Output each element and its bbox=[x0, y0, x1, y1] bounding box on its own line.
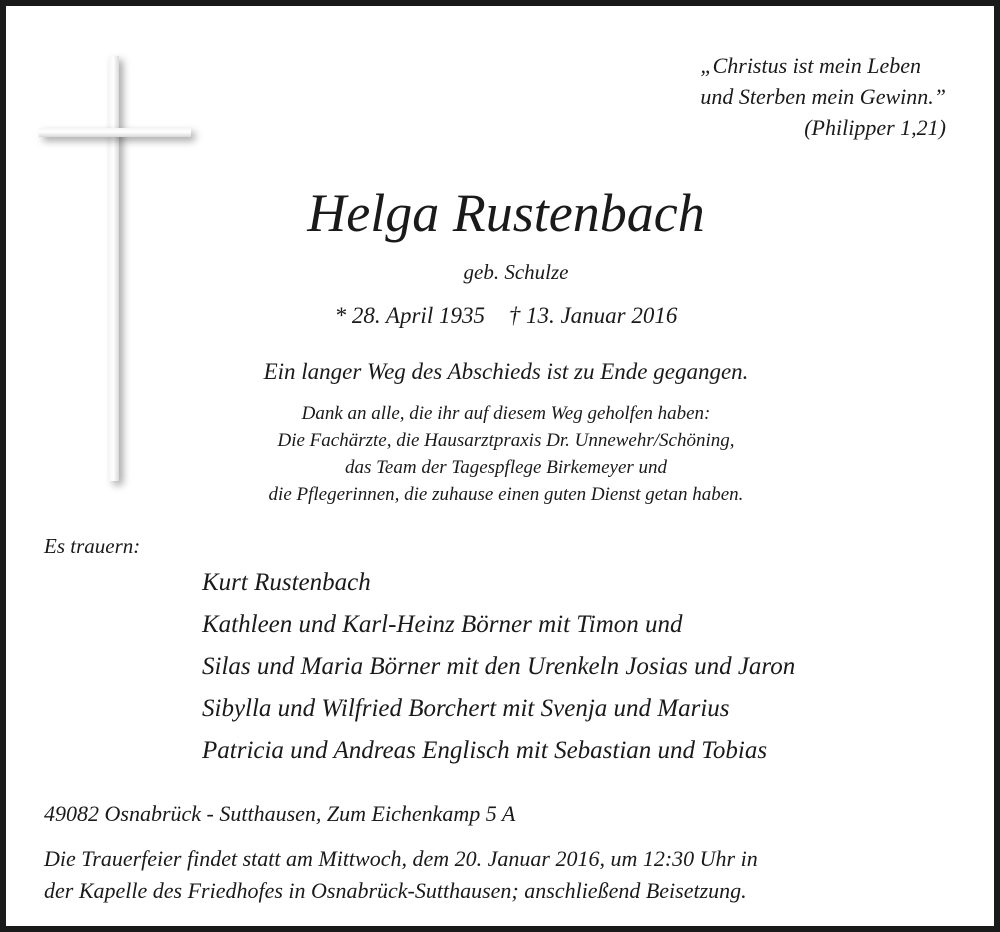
mourners-list bbox=[202, 562, 795, 772]
thanks-text bbox=[6, 400, 1000, 508]
life-dates bbox=[6, 303, 1000, 329]
mourner-entry: Kathleen und Karl-Heinz Börner mit Timon und bbox=[202, 611, 683, 638]
mourner-entry: Kurt Rustenbach bbox=[202, 569, 371, 596]
funeral-notice bbox=[44, 843, 758, 907]
quote-source: (Philipper 1,21) bbox=[804, 115, 946, 140]
cross-horizontal-bar bbox=[39, 128, 191, 137]
thanks-line: Die Fachärzte, die Hausarztpraxis Dr. Unnewehr/Schöning, bbox=[277, 430, 735, 451]
mourner-entry: Sibylla und Wilfried Borchert mit Svenja und Marius bbox=[202, 695, 730, 722]
deceased-name: Helga Rustenbach bbox=[307, 183, 705, 243]
thanks-line: die Pflegerinnen, die zuhause einen guten Dienst getan haben. bbox=[268, 484, 744, 505]
death-date: † 13. Januar 2016 bbox=[508, 303, 678, 328]
mourners-label: Es trauern: bbox=[44, 534, 141, 558]
farewell-headline: Ein langer Weg des Abschieds ist zu Ende gegangen. bbox=[263, 359, 749, 384]
quote-line-2: und Sterben mein Gewinn.” bbox=[700, 84, 946, 109]
address: 49082 Osnabrück - Sutthausen, Zum Eichenkamp 5 A bbox=[44, 801, 516, 826]
funeral-line-1: Die Trauerfeier findet statt am Mittwoch, dem 20. Januar 2016, um 12:30 Uhr in bbox=[44, 846, 758, 871]
maiden-name: geb. Schulze bbox=[463, 260, 569, 284]
bible-quote bbox=[700, 50, 946, 143]
mourner-entry: Patricia und Andreas Englisch mit Sebastian und Tobias bbox=[202, 737, 768, 764]
birth-date: * 28. April 1935 bbox=[334, 303, 485, 328]
mourner-entry: Silas und Maria Börner mit den Urenkeln Josias und Jaron bbox=[202, 653, 796, 680]
funeral-line-2: der Kapelle des Friedhofes in Osnabrück-Sutthausen; anschließend Beisetzung. bbox=[44, 878, 747, 903]
thanks-line: das Team der Tagespflege Birkemeyer und bbox=[344, 457, 668, 478]
thanks-line: Dank an alle, die ihr auf diesem Weg geholfen haben: bbox=[301, 403, 711, 424]
quote-line-1: „Christus ist mein Leben bbox=[700, 53, 921, 78]
